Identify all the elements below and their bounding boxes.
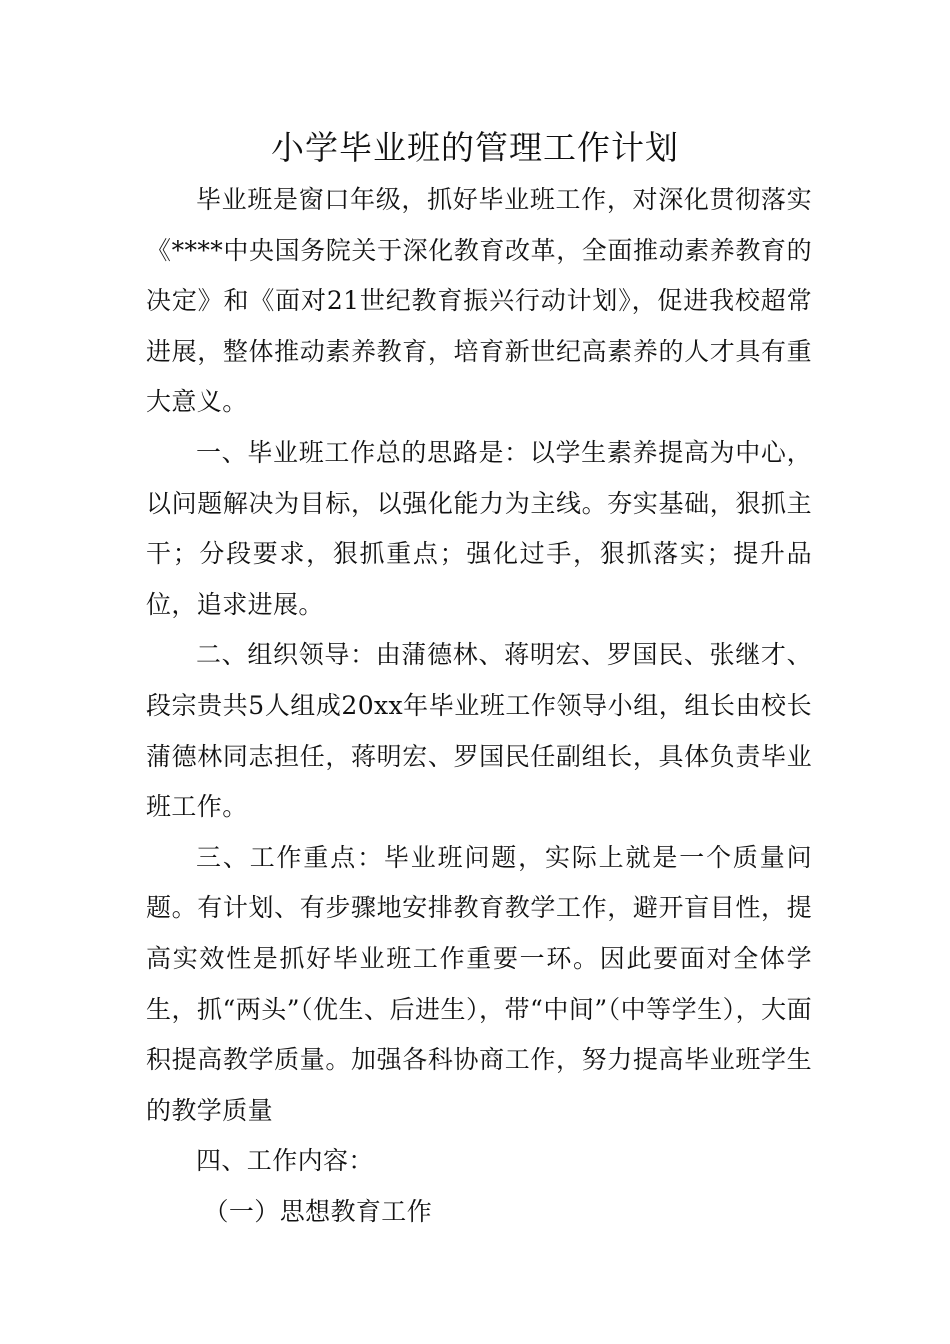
paragraph-intro: 毕业班是窗口年级，抓好毕业班工作，对深化贯彻落实《****中央国务院关于深化教育改革，全面推动素养教育的决定》和《面对21世纪教育振兴行动计划》，促进我校超常进展，整体推动素养教育，培育新世纪高素养的人才具有重大意义。 (146, 185, 812, 417)
paragraph-section-2: 二、组织领导：由蒲德林、蒋明宏、罗国民、张继才、段宗贵共5人组成20xx年毕业班工作领导小组，组长由校长蒲德林同志担任，蒋明宏、罗国民任副组长，具体负责毕业班工作。 (146, 640, 812, 822)
paragraph-subsection-1-heading: （一）思想教育工作 (203, 1196, 433, 1226)
paragraph-section-1: 一、毕业班工作总的思路是：以学生素养提高为中心，以问题解决为目标，以强化能力为主线。夯实基础，狠抓主干；分段要求，狠抓重点；强化过手，狠抓落实；提升品位，追求进展。 (146, 437, 812, 619)
document-body (146, 175, 812, 1237)
paragraph-section-4-heading: 四、工作内容： (196, 1146, 374, 1176)
document-title: 小学毕业班的管理工作计划 (271, 128, 679, 167)
paragraph-section-3: 三、工作重点：毕业班问题，实际上就是一个质量问题。有计划、有步骤地安排教育教学工作，避开盲目性，提高实效性是抓好毕业班工作重要一环。因此要面对全体学生，抓“两头”（优生、后进生），带“中间”（中等学生），大面积提高教学质量。加强各科协商工作，努力提高毕业班学生的教学质量 (146, 842, 812, 1125)
